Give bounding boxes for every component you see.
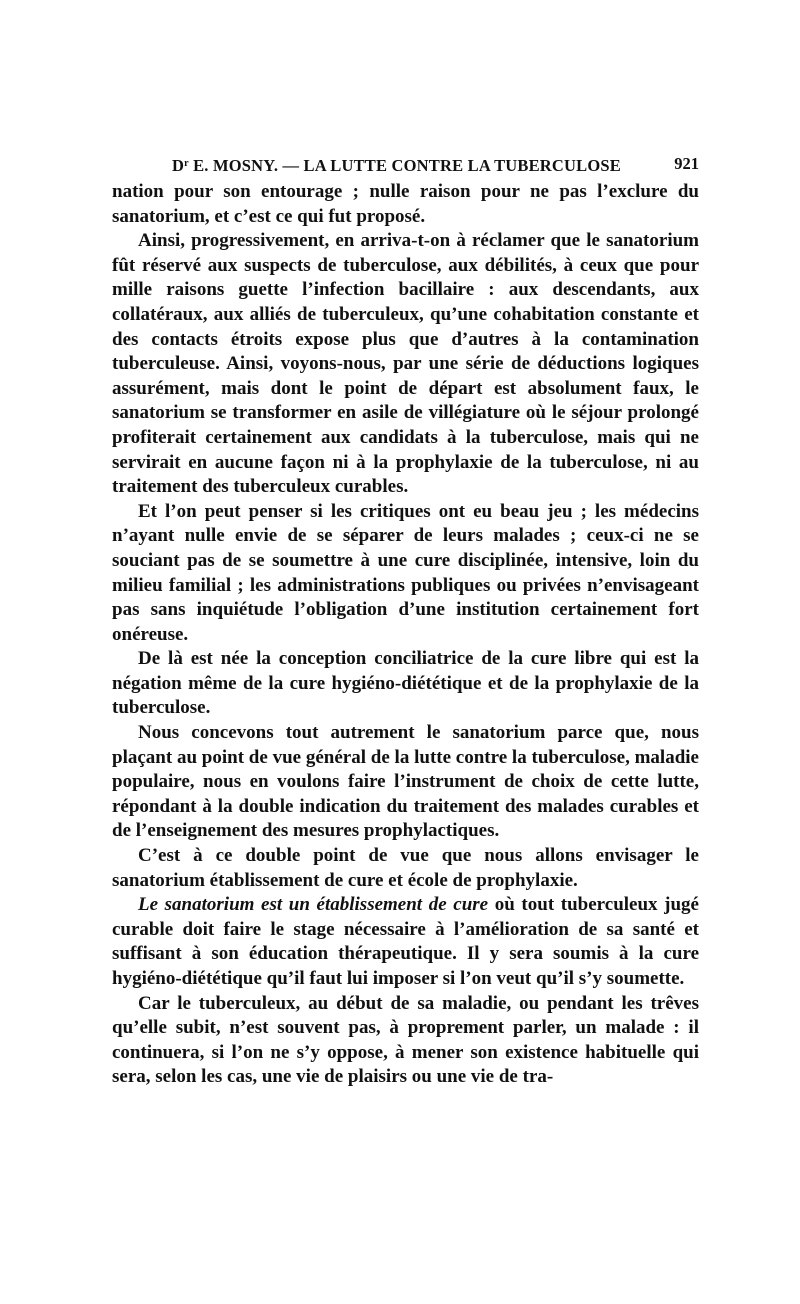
author-prefix: D [172,156,185,175]
running-title-text: E. MOSNY. — LA LUTTE CONTRE LA TUBERCULOSE [188,156,621,175]
running-head [112,152,699,178]
paragraph-7 [112,893,699,991]
paragraph-1: nation pour son entourage ; nulle raison pour ne pas l’exclure du sanatorium, et c’est ce qui fut proposé. [112,181,699,227]
italic-lead: Le sanatorium est un établissement de cure [138,894,489,916]
page-number: 921 [674,154,699,173]
author-superscript: r [184,158,189,169]
paragraph-8: Car le tuberculeux, au début de sa maladie, ou pendant les trêves qu’elle subit, n’est souvent pas, à proprement parler, un malade : il continuera, si l’on ne s’y oppose, à mener son existence habituelle qui sera, selon les cas, une vie de plaisirs ou une vie de tra- [112,992,699,1088]
paragraph-6: C’est à ce double point de vue que nous allons envisager le sanatorium établissement de cure et école de prophylaxie. [112,845,699,891]
paragraph-7-text: où tout tuberculeux jugé curable doit faire le stage nécessaire à l’amélioration de sa santé et suffisant à son éducation thérapeutique. Il y sera soumis à la cure hygiéno-diététique qu’il faut lui imposer si l’on veut qu’il s’y soumette. [112,894,699,989]
running-title [172,152,621,178]
paragraph-3: Et l’on peut penser si les critiques ont eu beau jeu ; les médecins n’ayant nulle envie de se séparer de leurs malades ; ceux-ci ne se souciant pas de se soumettre à une cure disciplinée, intensive, loin du milieu familial ; les administrations publiques ou privées n’envisageant pas sans inquiétude l’obligation d’une institution certainement fort onéreuse. [112,500,699,645]
paragraph-4: De là est née la conception conciliatrice de la cure libre qui est la négation même de la cure hygiéno-diététique et de la prophylaxie de la tuberculose. [112,648,699,719]
paragraph-2: Ainsi, progressivement, en arriva-t-on à réclamer que le sanatorium fût réservé aux suspects de tuberculose, aux débilités, à ceux que pour mille raisons guette l’infection bacillaire : aux descendants, aux collatéraux, aux alliés de tuberculeux, qu’une cohabitation constante et des contacts étroits expose plus que d’autres à la contamination tuberculeuse. Ainsi, voyons-nous, par une série de déductions logiques assurément, mais dont le point de départ est absolument faux, le sanatorium se transformer en asile de villégiature où le séjour prolongé profiterait certainement aux candidats à la tuberculose, mais qui ne servirait en aucune façon ni à la prophylaxie de la tuberculose, ni au traitement des tuberculeux curables. [112,230,699,498]
book-page [112,152,699,1090]
paragraph-5: Nous concevons tout autrement le sanatorium parce que, nous plaçant au point de vue général de la lutte contre la tuberculose, maladie populaire, nous en voulons faire l’instrument de choix de cette lutte, répondant à la double indication du traitement des malades curables et de l’enseignement des mesures prophylactiques. [112,722,699,842]
